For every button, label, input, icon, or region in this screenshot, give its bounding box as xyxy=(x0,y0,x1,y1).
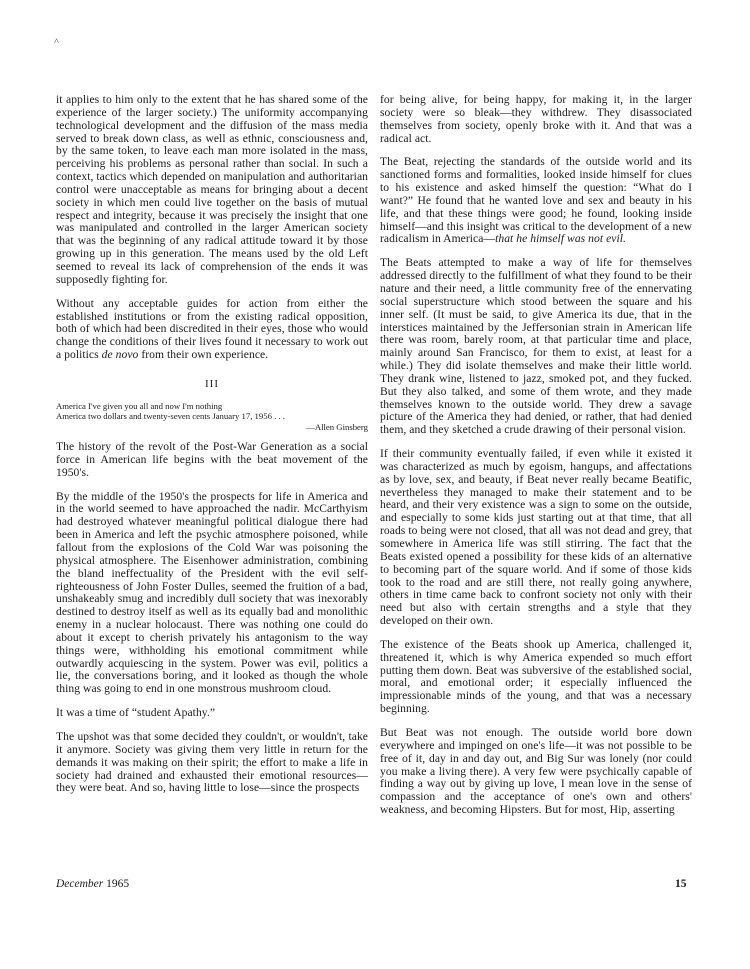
paragraph: The Beats attempted to make a way of life for themselves addressed directly to the fulfillment of what they found to be their nature and their need, a little community free of the ennervating social superstructure which stood between the square and his inner self. (It must be said, to give America its due, that in the interstices maintained by the Jeffersonian strain in American life there was room, barely room, at that particular time and place, mainly around San Francisco, for them to exist, at least for a while.) They did isolate themselves and make their little world. They drank wine, listened to jazz, smoked pot, and they fucked. But they also talked, and some of them wrote, and they made themselves known to the outside world. They drew a savage picture of the America they had denied, or rather, that had denied them, and they sketched a crude drawing of their personal vision. xyxy=(380,256,692,437)
paragraph: The history of the revolt of the Post-War Generation as a social force in American life begins with the beat movement of the 1950's. xyxy=(56,440,368,479)
paragraph: The existence of the Beats shook up America, challenged it, threatened it, which is why America expended so much effort putting them down. Beat was subversive of the established social, moral, and emotional order; it especially influenced the impressionable minds of the young, and that was a necessary beginning. xyxy=(380,637,692,716)
paragraph: It was a time of “student Apathy.” xyxy=(56,706,216,720)
page-number: 15 xyxy=(675,878,687,890)
emphasis-text: de novo xyxy=(101,348,139,362)
paragraph: If their community eventually failed, if even while it existed it was characterized as much by egoism, hangups, and affectations as by love, sex, and beauty, if Beat never really became Beatific, nevertheless they managed to make their statement and to be heard, and their very existence was a sign to some on the outside, and especially to some kids just starting out at that time, that all roads to being were not closed, that all was not dead and grey, that somewhere in America life was still stirring. The fact that the Beats existed opened a possibility for these kids of an alternative to becoming part of the square world. And if some of those kids took to the road and are still there, not really going anywhere, others in time came back to confront society not only with their need but also with certain strengths and a style that they developed on their own. xyxy=(380,447,692,628)
paragraph: for being alive, for being happy, for making it, in the larger society were so bleak—they withdrew. They disassociated themselves from society, openly broke with it. And that was a radical act. xyxy=(380,93,692,145)
paragraph: But Beat was not enough. The outside world bore down everywhere and impinged on one's life—it was not possible to be free of it, day in and day out, and Big Sur was lonely (nor could you make a living there). A very few were psychically capable of finding a way out by giving up love, I mean love in the sense of compassion and the acceptance of one's own and others' weakness, and becoming Hipsters. But for most, Hip, asserting xyxy=(380,725,692,817)
footer-month: December xyxy=(56,878,104,890)
paragraph-text: The Beat, rejecting the standards of the outside world and its sanctioned forms and formalities, looked inside himself for clues to his existence and asked himself the question: “What do I want?” He found that he wanted love and sex and beauty in his life, and that these things were good; he found, looking inside himself—and this insight was critical to the development of a new radicalism in America— xyxy=(380,155,692,246)
footer-year: 1965 xyxy=(106,878,130,890)
section-number: III xyxy=(205,377,219,390)
epigraph xyxy=(56,401,368,432)
paragraph xyxy=(380,156,692,246)
footer-date xyxy=(56,878,129,890)
corner-mark: ˄ xyxy=(54,36,60,46)
epigraph-attribution: —Allen Ginsberg xyxy=(306,421,368,432)
paragraph: By the middle of the 1950's the prospects for life in America and in the world seemed to have approached the nadir. McCarthyism had destroyed whatever meaningful political dialogue there had been in America and left the psychic atmosphere poisoned, while fallout from the explosions of the Cold War was poisoning the physical atmosphere. The Eisenhower administration, combining the bland ineffectuality of the President with the evil self-righteousness of John Foster Dulles, seemed the fruition of a bad, unshakeably smug and incredibly dull society that was inexorably destined to destroy itself as well as its equally bad and monolithic enemy in a nuclear holocaust. There was nothing one could do about it except to cherish privately his antagonism to the way things were, withholding his emotional commitment while outwardly acquiescing in the system. Power was evil, politics a lie, the conversations boring, and it looked as though the whole thing was going to end in one monstrous mushroom cloud. xyxy=(56,489,368,696)
left-column xyxy=(56,94,368,806)
paragraph-text: from their own experience. xyxy=(138,348,269,362)
paragraph: it applies to him only to the extent that he has shared some of the experience of the larger society.) The uniformity accompanying technological development and the diffusion of the mass media served to break down class, as well as ethnic, consciousness and, by the same token, to leave each man more isolated in the mass, perceiving his problems as personal rather than social. In such a context, tactics which depended on manipulation and authoritarian control were unacceptable as means for bringing about a decent society in which men could live together on the basis of mutual respect and integrity, because it was precisely the insight that one was manipulated and controlled in the larger American society that was the beginning of any radical attitude toward it by those growing up in this generation. The means used by the old Left seemed to reveal its lack of comprehension of the ends it was supposedly fighting for. xyxy=(56,93,368,286)
epigraph-line: America I've given you all and now I'm nothing xyxy=(56,400,223,411)
paragraph-text: Without any acceptable guides for action from either the established institutions or from the existing radical opposition, both of which had been discredited in their eyes, those who would change the conditions of their lives found it necessary to work out a politics xyxy=(56,296,368,362)
paragraph: The upshot was that some decided they couldn't, or wouldn't, take it anymore. Society was giving them very little in return for the demands it was making on their spirit; the effort to make a life in society had drained and exhausted their emotional resources—they were beat. And so, having little to lose—since the prospects xyxy=(56,729,368,795)
paragraph xyxy=(56,298,368,362)
emphasis-text: that he himself was not evil. xyxy=(495,232,626,246)
right-column xyxy=(380,94,692,828)
epigraph-line: America two dollars and twenty-seven cents January 17, 1956 . . . xyxy=(56,411,285,422)
